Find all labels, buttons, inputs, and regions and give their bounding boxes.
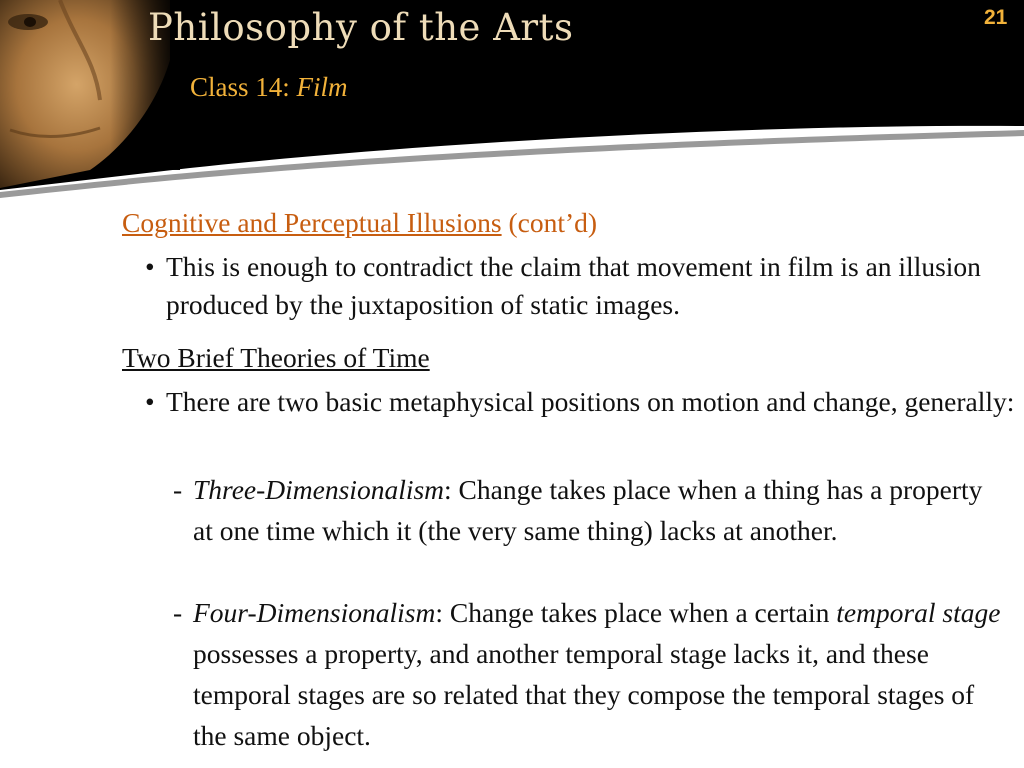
class-title [190, 72, 348, 103]
class-label: Class 14: [190, 72, 290, 102]
section-heading-time [122, 342, 430, 374]
header-banner [0, 0, 1024, 200]
sub-item-three-dimensionalism [173, 469, 1003, 551]
bullet-text: There are two basic metaphysical positions on motion and change, generally: [166, 386, 1015, 417]
term: Three-Dimensionalism [193, 474, 445, 505]
dash-icon: - [173, 597, 183, 628]
term-2: temporal stage [836, 597, 1001, 628]
heading-link-text: Cognitive and Perceptual Illusions [122, 207, 502, 238]
sub-text: : Change takes place when a thing has a property at one time which it (the very same thing) lacks at another. [193, 474, 983, 546]
sub-text: : Change takes place when a certain [435, 597, 830, 628]
bullet-item [145, 383, 1015, 421]
term: Four-Dimensionalism [193, 597, 436, 628]
sub-text-2: possesses a property, and another temporal stage lacks it, and these temporal stages are so related that they compose the temporal stages of the same object. [193, 638, 975, 751]
bullet-text: This is enough to contradict the claim that movement in film is an illusion produced by the juxtaposition of static images. [166, 251, 981, 320]
heading-suffix: (cont’d) [508, 207, 598, 238]
bullet-item [145, 248, 1015, 324]
page-number: 21 [984, 6, 1008, 29]
bullet-icon: • [145, 251, 155, 282]
bullet-icon: • [145, 386, 155, 417]
dash-icon: - [173, 474, 183, 505]
sub-item-four-dimensionalism [173, 592, 1003, 756]
class-topic: Film [296, 72, 348, 102]
section-heading-illusions [122, 207, 597, 239]
course-title: Philosophy of the Arts [148, 6, 574, 49]
heading-text: Two Brief Theories of Time [122, 342, 430, 373]
